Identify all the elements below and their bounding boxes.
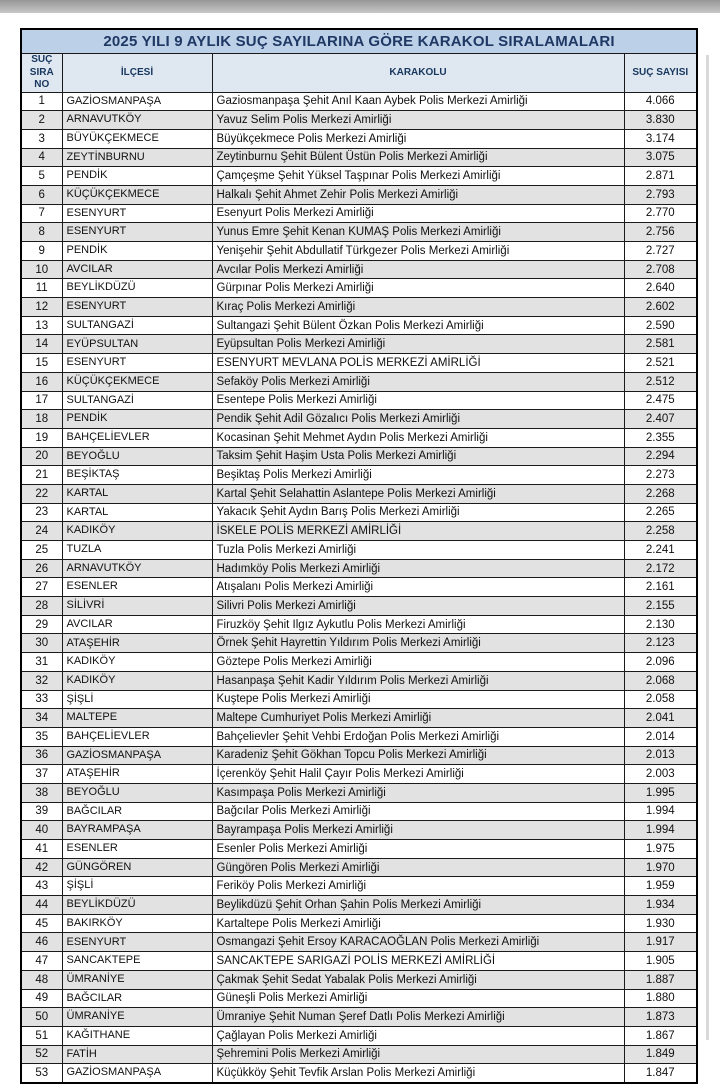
rank-cell: 3 [21,129,62,148]
district-cell: PENDİK [62,242,212,261]
station-cell: Taksim Şehit Haşim Usta Polis Merkezi Amirliği [212,447,624,466]
count-cell: 2.273 [624,466,697,485]
rank-cell: 14 [21,335,62,354]
table-row [21,597,697,616]
station-cell: Feriköy Polis Merkezi Amirliği [212,877,624,896]
table-row [21,298,697,317]
count-cell: 1.994 [624,821,697,840]
rank-cell: 21 [21,466,62,485]
count-cell: 1.975 [624,840,697,859]
station-cell: Yenişehir Şehit Abdullatif Türkgezer Polis Merkezi Amirliği [212,242,624,261]
count-cell: 2.708 [624,260,697,279]
rank-cell: 8 [21,223,62,242]
district-cell: KAĞITHANE [62,1026,212,1045]
district-cell: PENDİK [62,167,212,186]
table-row [21,970,697,989]
district-cell: ÜMRANİYE [62,970,212,989]
col-header-station: KARAKOLU [212,54,624,93]
district-cell: AVCILAR [62,260,212,279]
district-cell: BAKIRKÖY [62,914,212,933]
rank-cell: 42 [21,858,62,877]
rank-cell: 43 [21,877,62,896]
station-cell: Beylikdüzü Şehit Orhan Şahin Polis Merkezi Amirliği [212,896,624,915]
table-row [21,690,697,709]
table-row [21,372,697,391]
rank-cell: 26 [21,559,62,578]
rank-cell: 30 [21,634,62,653]
table-row [21,653,697,672]
station-cell: Eyüpsultan Polis Merkezi Amirliği [212,335,624,354]
station-cell: Esenyurt Polis Merkezi Amirliği [212,204,624,223]
district-cell: ARNAVUTKÖY [62,559,212,578]
station-cell: Atışalanı Polis Merkezi Amirliği [212,578,624,597]
district-cell: KADIKÖY [62,522,212,541]
count-cell: 1.880 [624,989,697,1008]
count-cell: 1.905 [624,952,697,971]
rank-cell: 10 [21,260,62,279]
table-row [21,503,697,522]
rank-cell: 50 [21,1008,62,1027]
station-cell: Kartaltepe Polis Merkezi Amirliği [212,914,624,933]
table-row [21,354,697,373]
count-cell: 1.994 [624,802,697,821]
count-cell: 2.475 [624,391,697,410]
table-row [21,877,697,896]
station-cell: Yavuz Selim Polis Merkezi Amirliği [212,111,624,130]
table-row [21,316,697,335]
district-cell: SİLİVRİ [62,597,212,616]
count-cell: 1.959 [624,877,697,896]
station-cell: Esenler Polis Merkezi Amirliği [212,840,624,859]
rank-cell: 41 [21,840,62,859]
rank-cell: 15 [21,354,62,373]
station-cell: Sefaköy Polis Merkezi Amirliği [212,372,624,391]
district-cell: BEYOĞLU [62,447,212,466]
table-row [21,541,697,560]
rank-cell: 16 [21,372,62,391]
district-cell: ESENYURT [62,298,212,317]
table-row [21,242,697,261]
station-cell: Beşiktaş Polis Merkezi Amirliği [212,466,624,485]
count-cell: 2.512 [624,372,697,391]
count-cell: 1.867 [624,1026,697,1045]
district-cell: BAHÇELİEVLER [62,428,212,447]
page-title: 2025 YILI 9 AYLIK SUÇ SAYILARINA GÖRE KARAKOL SIRALAMALARI [21,29,697,54]
rank-cell: 38 [21,783,62,802]
rank-cell: 12 [21,298,62,317]
rank-cell: 39 [21,802,62,821]
station-cell: Tuzla Polis Merkezi Amirliği [212,541,624,560]
count-cell: 1.995 [624,783,697,802]
district-cell: GAZİOSMANPAŞA [62,746,212,765]
table-row [21,802,697,821]
station-cell: Zeytinburnu Şehit Bülent Üstün Polis Merkezi Amirliği [212,148,624,167]
table-row [21,522,697,541]
rank-cell: 6 [21,185,62,204]
district-cell: ŞİŞLİ [62,690,212,709]
rank-cell: 20 [21,447,62,466]
count-cell: 2.172 [624,559,697,578]
table-row [21,447,697,466]
district-cell: ZEYTİNBURNU [62,148,212,167]
table-body [21,92,697,1083]
station-cell: Şehremini Polis Merkezi Amirliği [212,1045,624,1064]
rank-cell: 4 [21,148,62,167]
count-cell: 2.265 [624,503,697,522]
count-cell: 2.161 [624,578,697,597]
rank-cell: 29 [21,615,62,634]
count-cell: 3.830 [624,111,697,130]
station-cell: Hasanpaşa Şehit Kadir Yıldırım Polis Merkezi Amirliği [212,671,624,690]
district-cell: KÜÇÜKÇEKMECE [62,185,212,204]
table-row [21,260,697,279]
table-row [21,279,697,298]
count-cell: 2.130 [624,615,697,634]
district-cell: EYÜPSULTAN [62,335,212,354]
station-cell: Çağlayan Polis Merkezi Amirliği [212,1026,624,1045]
count-cell: 2.041 [624,709,697,728]
count-cell: 2.013 [624,746,697,765]
table-row [21,484,697,503]
district-cell: GAZİOSMANPAŞA [62,1064,212,1083]
district-cell: FATİH [62,1045,212,1064]
count-cell: 2.096 [624,653,697,672]
rank-cell: 51 [21,1026,62,1045]
count-cell: 2.241 [624,541,697,560]
table-row [21,578,697,597]
count-cell: 1.930 [624,914,697,933]
station-cell: Gaziosmanpaşa Şehit Anıl Kaan Aybek Polis Merkezi Amirliği [212,92,624,111]
count-cell: 4.066 [624,92,697,111]
district-cell: ESENYURT [62,223,212,242]
table-row [21,1064,697,1083]
rank-cell: 36 [21,746,62,765]
station-cell: Çamçeşme Şehit Yüksel Taşpınar Polis Merkezi Amirliği [212,167,624,186]
station-cell: Göztepe Polis Merkezi Amirliği [212,653,624,672]
count-cell: 2.793 [624,185,697,204]
station-cell: Güngören Polis Merkezi Amirliği [212,858,624,877]
count-cell: 1.970 [624,858,697,877]
rank-cell: 28 [21,597,62,616]
title-row [21,29,697,54]
table-row [21,896,697,915]
district-cell: KADIKÖY [62,671,212,690]
district-cell: SULTANGAZİ [62,391,212,410]
station-cell: Bahçelievler Şehit Vehbi Erdoğan Polis Merkezi Amirliği [212,727,624,746]
table-row [21,783,697,802]
district-cell: ATAŞEHİR [62,634,212,653]
rank-cell: 5 [21,167,62,186]
station-cell: Maltepe Cumhuriyet Polis Merkezi Amirliği [212,709,624,728]
count-cell: 1.849 [624,1045,697,1064]
district-cell: ESENLER [62,840,212,859]
district-cell: SANCAKTEPE [62,952,212,971]
rank-cell: 25 [21,541,62,560]
station-cell: Güneşli Polis Merkezi Amirliği [212,989,624,1008]
rank-cell: 40 [21,821,62,840]
table-row [21,634,697,653]
count-cell: 2.871 [624,167,697,186]
station-cell: Silivri Polis Merkezi Amirliği [212,597,624,616]
col-header-district: İLÇESİ [62,54,212,93]
table-row [21,466,697,485]
table-row [21,111,697,130]
rank-cell: 19 [21,428,62,447]
rank-cell: 33 [21,690,62,709]
table-row [21,92,697,111]
count-cell: 2.590 [624,316,697,335]
count-cell: 2.640 [624,279,697,298]
table-row [21,1045,697,1064]
station-cell: Bayrampaşa Polis Merkezi Amirliği [212,821,624,840]
rank-cell: 23 [21,503,62,522]
station-cell: İSKELE POLİS MERKEZİ AMİRLİĞİ [212,522,624,541]
count-cell: 1.934 [624,896,697,915]
table-row [21,615,697,634]
station-cell: Avcılar Polis Merkezi Amirliği [212,260,624,279]
station-cell: Halkalı Şehit Ahmet Zehir Polis Merkezi Amirliği [212,185,624,204]
district-cell: SULTANGAZİ [62,316,212,335]
table-row [21,821,697,840]
station-cell: Kasımpaşa Polis Merkezi Amirliği [212,783,624,802]
district-cell: KARTAL [62,484,212,503]
count-cell: 2.407 [624,410,697,429]
district-cell: BÜYÜKÇEKMECE [62,129,212,148]
station-cell: Bağcılar Polis Merkezi Amirliği [212,802,624,821]
table-row [21,1026,697,1045]
station-cell: Sultangazi Şehit Bülent Özkan Polis Merkezi Amirliği [212,316,624,335]
count-cell: 1.847 [624,1064,697,1083]
rank-cell: 22 [21,484,62,503]
district-cell: KADIKÖY [62,653,212,672]
table-row [21,148,697,167]
count-cell: 2.155 [624,597,697,616]
count-cell: 2.521 [624,354,697,373]
count-cell: 2.756 [624,223,697,242]
station-cell: Örnek Şehit Hayrettin Yıldırım Polis Merkezi Amirliği [212,634,624,653]
count-cell: 2.268 [624,484,697,503]
station-cell: Pendik Şehit Adil Gözalıcı Polis Merkezi Amirliği [212,410,624,429]
count-cell: 2.258 [624,522,697,541]
rank-cell: 13 [21,316,62,335]
station-cell: Kocasinan Şehit Mehmet Aydın Polis Merkezi Amirliği [212,428,624,447]
count-cell: 2.602 [624,298,697,317]
count-cell: 2.003 [624,765,697,784]
rank-cell: 52 [21,1045,62,1064]
station-cell: Yakacık Şehit Aydın Barış Polis Merkezi Amirliği [212,503,624,522]
table-row [21,989,697,1008]
district-cell: BAHÇELİEVLER [62,727,212,746]
district-cell: KARTAL [62,503,212,522]
header-row [21,54,697,93]
count-cell: 3.075 [624,148,697,167]
table-row [21,671,697,690]
rank-cell: 18 [21,410,62,429]
rank-cell: 48 [21,970,62,989]
table-row [21,914,697,933]
count-cell: 2.727 [624,242,697,261]
count-cell: 1.873 [624,1008,697,1027]
rank-cell: 11 [21,279,62,298]
table-row [21,1008,697,1027]
table-row [21,765,697,784]
rank-cell: 47 [21,952,62,971]
rank-cell: 24 [21,522,62,541]
station-cell: Kıraç Polis Merkezi Amirliği [212,298,624,317]
station-cell: Firuzköy Şehit Ilgız Aykutlu Polis Merkezi Amirliği [212,615,624,634]
rank-cell: 1 [21,92,62,111]
table-row [21,391,697,410]
col-header-count: SUÇ SAYISI [624,54,697,93]
station-cell: Gürpınar Polis Merkezi Amirliği [212,279,624,298]
rank-cell: 7 [21,204,62,223]
count-cell: 2.068 [624,671,697,690]
table-row [21,129,697,148]
photo-edge-top [0,0,720,13]
crime-ranking-table [20,28,698,1084]
table-row [21,952,697,971]
district-cell: ESENYURT [62,354,212,373]
rank-cell: 17 [21,391,62,410]
table-row [21,204,697,223]
rank-cell: 34 [21,709,62,728]
count-cell: 2.058 [624,690,697,709]
table-row [21,727,697,746]
station-cell: Çakmak Şehit Sedat Yabalak Polis Merkezi Amirliği [212,970,624,989]
district-cell: ARNAVUTKÖY [62,111,212,130]
table-row [21,185,697,204]
count-cell: 1.917 [624,933,697,952]
table-row [21,428,697,447]
district-cell: BEYLİKDÜZÜ [62,279,212,298]
station-cell: Büyükçekmece Polis Merkezi Amirliği [212,129,624,148]
count-cell: 3.174 [624,129,697,148]
district-cell: PENDİK [62,410,212,429]
rank-cell: 35 [21,727,62,746]
district-cell: ÜMRANİYE [62,1008,212,1027]
district-cell: BEYOĞLU [62,783,212,802]
station-cell: Kuştepe Polis Merkezi Amirliği [212,690,624,709]
station-cell: ESENYURT MEVLANA POLİS MERKEZİ AMİRLİĞİ [212,354,624,373]
photo-edge-right [706,55,709,1040]
district-cell: ESENLER [62,578,212,597]
district-cell: ESENYURT [62,204,212,223]
rank-cell: 2 [21,111,62,130]
rank-cell: 32 [21,671,62,690]
count-cell: 2.294 [624,447,697,466]
station-cell: Osmangazi Şehit Ersoy KARACAOĞLAN Polis Merkezi Amirliği [212,933,624,952]
station-cell: Kartal Şehit Selahattin Aslantepe Polis Merkezi Amirliği [212,484,624,503]
table-row [21,410,697,429]
district-cell: TUZLA [62,541,212,560]
rank-cell: 37 [21,765,62,784]
rank-cell: 44 [21,896,62,915]
table-row [21,167,697,186]
station-cell: Küçükköy Şehit Tevfik Arslan Polis Merkezi Amirliği [212,1064,624,1083]
table-row [21,858,697,877]
table-row [21,746,697,765]
district-cell: ŞİŞLİ [62,877,212,896]
rank-cell: 31 [21,653,62,672]
table-row [21,223,697,242]
rank-cell: 9 [21,242,62,261]
district-cell: BAĞCILAR [62,989,212,1008]
table-row [21,559,697,578]
table-row [21,933,697,952]
col-header-rank: SUÇ SIRA NO [21,54,62,93]
rank-cell: 27 [21,578,62,597]
district-cell: BAYRAMPAŞA [62,821,212,840]
rank-cell: 53 [21,1064,62,1083]
station-cell: Yunus Emre Şehit Kenan KUMAŞ Polis Merkezi Amirliği [212,223,624,242]
count-cell: 2.014 [624,727,697,746]
count-cell: 2.123 [624,634,697,653]
rank-cell: 45 [21,914,62,933]
district-cell: KÜÇÜKÇEKMECE [62,372,212,391]
district-cell: ESENYURT [62,933,212,952]
table-row [21,335,697,354]
station-cell: İçerenköy Şehit Halil Çayır Polis Merkezi Amirliği [212,765,624,784]
count-cell: 1.887 [624,970,697,989]
district-cell: GAZİOSMANPAŞA [62,92,212,111]
station-cell: Karadeniz Şehit Gökhan Topcu Polis Merkezi Amirliği [212,746,624,765]
rank-cell: 49 [21,989,62,1008]
district-cell: AVCILAR [62,615,212,634]
rank-cell: 46 [21,933,62,952]
district-cell: MALTEPE [62,709,212,728]
station-cell: Ümraniye Şehit Numan Şeref Datlı Polis Merkezi Amirliği [212,1008,624,1027]
count-cell: 2.581 [624,335,697,354]
table-row [21,840,697,859]
district-cell: BAĞCILAR [62,802,212,821]
station-cell: Esentepe Polis Merkezi Amirliği [212,391,624,410]
station-cell: Hadımköy Polis Merkezi Amirliği [212,559,624,578]
count-cell: 2.770 [624,204,697,223]
district-cell: GÜNGÖREN [62,858,212,877]
station-cell: SANCAKTEPE SARIGAZİ POLİS MERKEZİ AMİRLİĞİ [212,952,624,971]
table-row [21,709,697,728]
district-cell: BEŞİKTAŞ [62,466,212,485]
district-cell: BEYLİKDÜZÜ [62,896,212,915]
district-cell: ATAŞEHİR [62,765,212,784]
count-cell: 2.355 [624,428,697,447]
